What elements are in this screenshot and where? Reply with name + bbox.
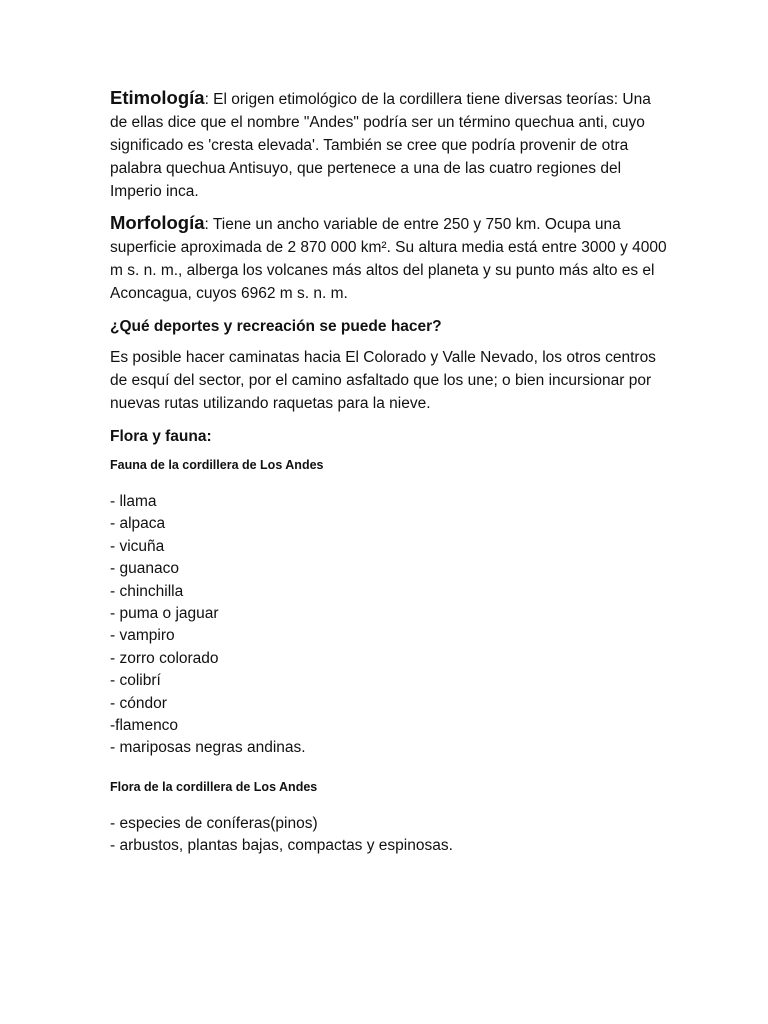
list-item: - chinchilla [110,582,184,600]
etimologia-text: : El origen etimológico de la cordillera tiene diversas teorías: Una de ellas dice que el nombre "Andes" podría ser un término quechua anti, cuyo significado es 'cresta elevada'. También se cree que podría provenir de otra palabra quechua Antisuyo, que pertenece a una de las cuatro regiones del Imperio inca. [110,91,651,200]
list-item: - alpaca [110,515,166,533]
list-item: - puma o jaguar [110,605,219,623]
etimologia-label: Etimología [110,87,205,108]
list-item: - zorro colorado [110,649,219,667]
list-item: - cóndor [110,694,167,712]
flora-list [110,813,670,858]
list-item: - guanaco [110,560,179,578]
flora-heading: Flora de la cordillera de Los Andes [110,779,318,794]
deportes-heading: ¿Qué deportes y recreación se puede hacer? [110,318,442,335]
flora-fauna-heading: Flora y fauna: [110,428,212,445]
morfologia-label: Morfología [110,212,205,233]
list-item: - colibrí [110,672,161,690]
list-item: - vicuña [110,537,165,555]
fauna-heading: Fauna de la cordillera de Los Andes [110,458,324,472]
morfologia-paragraph [110,211,670,305]
etimologia-paragraph [110,86,670,203]
morfologia-text: : Tiene un ancho variable de entre 250 y 750 km. Ocupa una superficie aproximada de 2 870 000 km². Su altura media está entre 3000 y 4000 m s. n. m., alberga los volcanes más altos del planeta y su punto más alto es el Aconcagua, cuyos 6962 m s. n. m. [110,216,667,302]
list-item: - arbustos, plantas bajas, compactas y espinosas. [110,837,453,855]
list-item: - llama [110,493,157,510]
list-item: - vampiro [110,627,175,645]
fauna-list [110,491,670,760]
deportes-paragraph: Es posible hacer caminatas hacia El Colorado y Valle Nevado, los otros centros de esquí del sector, por el camino asfaltado que los une; o bien incursionar por nuevas rutas utilizando raquetas para la nieve. [110,349,656,412]
document-page [110,86,670,858]
list-item: - mariposas negras andinas. [110,739,306,757]
list-item: - especies de coníferas(pinos) [110,814,318,832]
list-item: -flamenco [110,717,179,735]
